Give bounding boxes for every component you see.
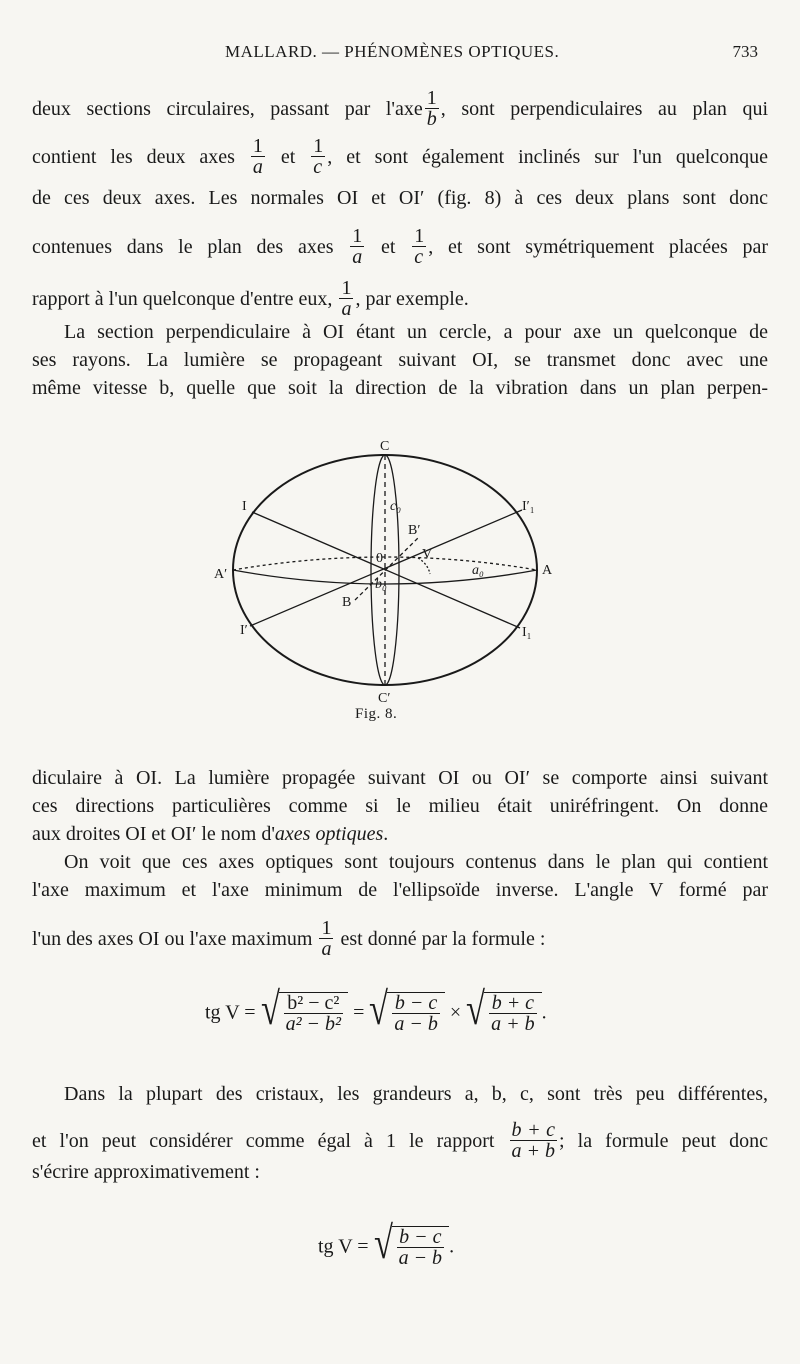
text-line: contenues dans le plan des axes $\frac{1}{a}$ et $\frac{1}{c}$ , et sont symétriquement placées par	[32, 225, 769, 268]
text-line: même vitesse b, quelle que soit la direction de la vibration dans un plan perpen-	[32, 377, 768, 399]
text-line: La section perpendiculaire à OI étant un cercle, a pour axe un quelconque de	[64, 321, 768, 343]
figure-caption: Fig. 8.	[355, 706, 398, 722]
label-I1: I₁	[522, 625, 532, 640]
label-Ap: A′	[214, 567, 228, 582]
text-line: s'écrire approximativement :	[32, 1161, 260, 1183]
text-line: ces directions particulières comme si le milieu était uniréfringent. On donne	[32, 795, 768, 817]
formula-tgV-exact: tg V = √ $\frac{\text{b² − c²}}{\text{a² − b²}}$ = √ $\frac{b - c}{a - b}$ × √ $\frac{b + c}{a + b}$ .	[205, 983, 547, 1035]
text-line: aux droites OI et OI′ le nom d'axes optiques.	[32, 823, 389, 845]
label-C: C	[380, 440, 390, 454]
text-line: diculaire à OI. La lumière propagée suivant OI ou OI′ se comporte ainsi suivant	[32, 767, 768, 789]
label-b0: b₀	[375, 577, 387, 592]
label-Bp: B′	[408, 523, 421, 538]
formula-tgV-approx: tg V = √ $\frac{b - c}{a - b}$ .	[318, 1217, 455, 1269]
text-line: ses rayons. La lumière se propageant suivant OI, se transmet donc avec une	[32, 349, 768, 371]
text-line: rapport à l'un quelconque d'entre eux, $\frac{1}{a}$ , par exemple.	[32, 277, 469, 320]
text-line: Dans la plupart des cristaux, les grandeurs a, b, c, sont très peu différentes,	[64, 1083, 768, 1105]
label-I1p: I′₁	[522, 499, 535, 514]
running-head: MALLARD. — PHÉNOMÈNES OPTIQUES.	[225, 42, 560, 61]
text-line: deux sections circulaires, passant par l'axe $\frac{1}{b}$ , sont perpendiculaires au plan qui	[32, 87, 768, 130]
text-line: de ces deux axes. Les normales OI et OI′ (fig. 8) à ces deux plans sont donc	[32, 187, 768, 209]
text-line: l'axe maximum et l'axe minimum de l'ellipsoïde inverse. L'angle V formé par	[32, 879, 768, 901]
label-A: A	[542, 563, 553, 578]
label-Cp: C′	[378, 691, 391, 706]
label-B: B	[342, 595, 352, 610]
text-line: et l'on peut considérer comme égal à 1 le rapport $\frac{b + c}{a + b}$ ; la formule peut donc	[32, 1119, 768, 1162]
text-line: On voit que ces axes optiques sont toujours contenus dans le plan qui contient	[64, 851, 768, 873]
label-a0: a₀	[472, 563, 484, 578]
text-line: contient les deux axes $\frac{1}{a}$ et $\frac{1}{c}$ , et sont également inclinés sur l'un quelconque	[32, 135, 769, 178]
label-c0: c₀	[390, 499, 402, 514]
label-O: 0	[376, 551, 383, 566]
text-line: l'un des axes OI ou l'axe maximum $\frac{1}{a}$ est donné par la formule :	[32, 917, 546, 960]
label-V: V	[422, 547, 433, 562]
label-I: I	[242, 499, 247, 514]
label-Ip: I′	[240, 623, 248, 638]
ellipsoid-figure	[190, 440, 590, 730]
page-number: 733	[732, 42, 758, 61]
page-header	[0, 42, 800, 68]
